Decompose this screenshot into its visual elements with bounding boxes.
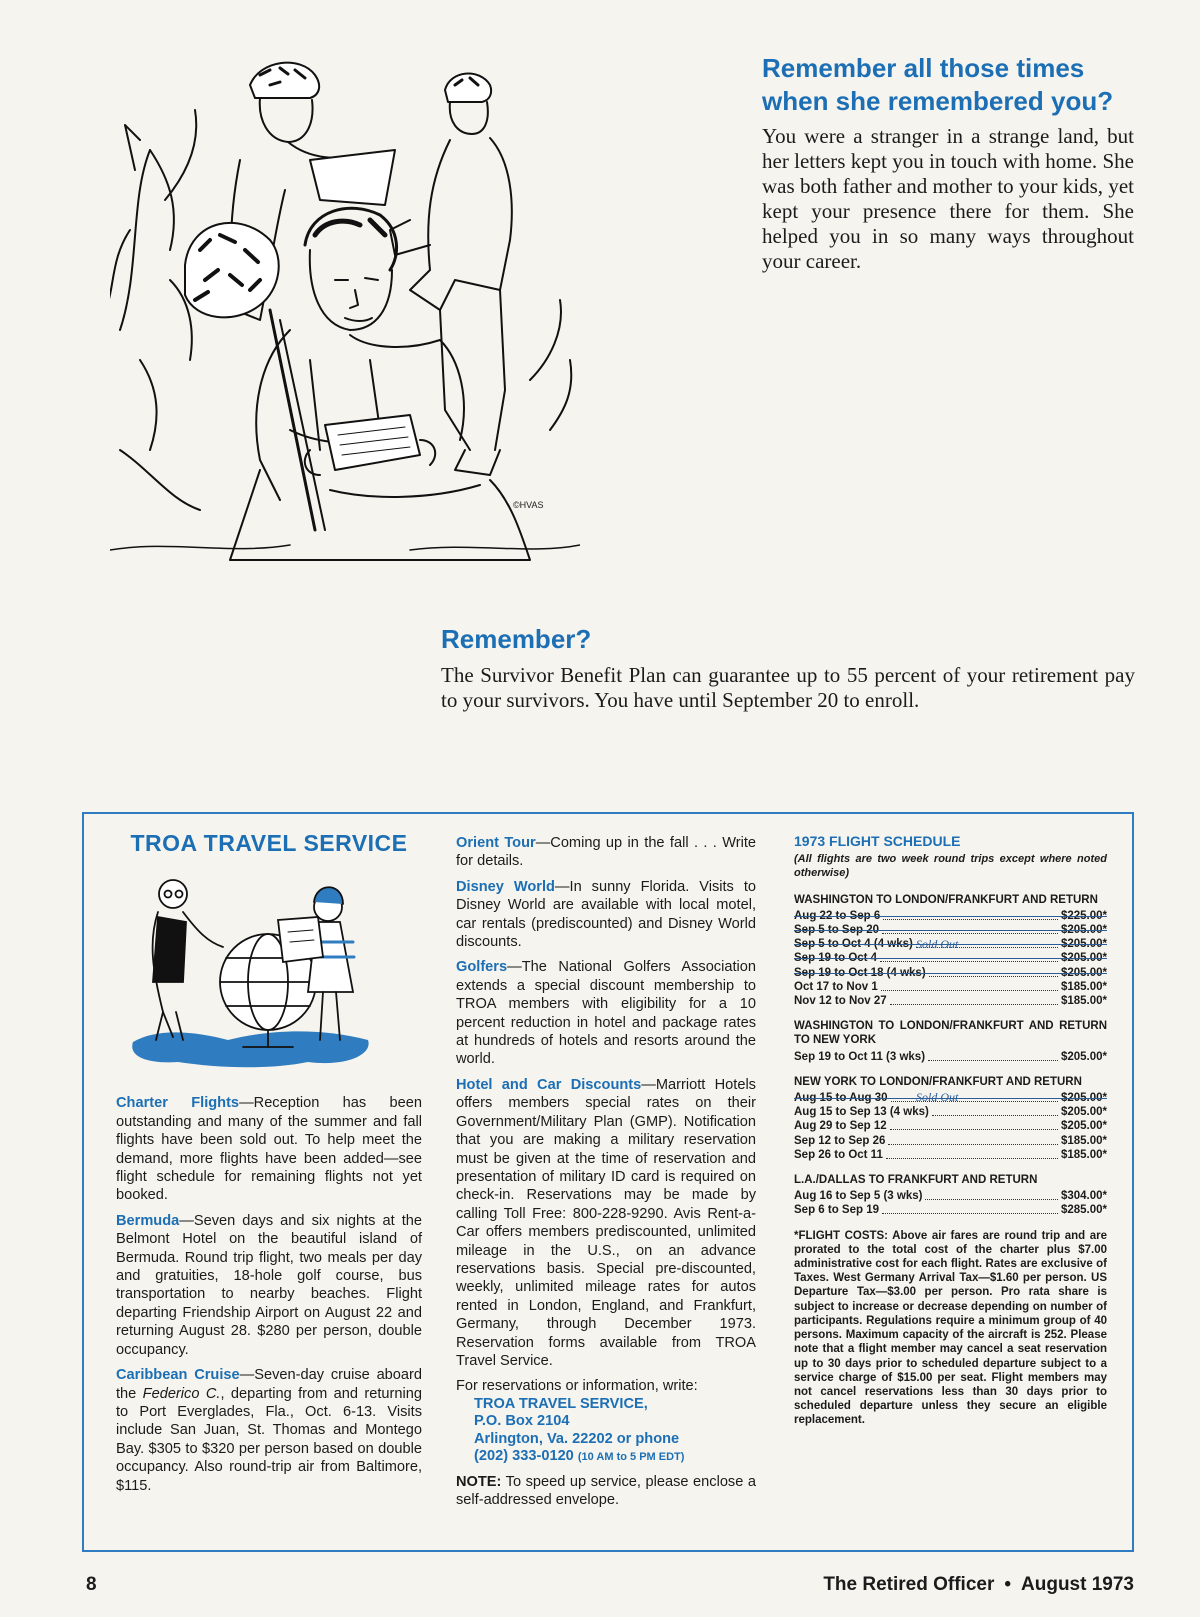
leader-dots <box>888 1134 1058 1145</box>
flight-row <box>794 1134 1107 1148</box>
hotel-paragraph <box>456 1076 756 1371</box>
flight-price: $185.00* <box>1060 1148 1107 1161</box>
mailing-address <box>474 1396 756 1467</box>
orient-text: —Coming up in the fall . . . Write for details. <box>456 835 756 870</box>
golfers-text: —The National Golfers Association extends a special discount membership to TROA members with eligibility for a 10 percent reduction in hotel and package rates at hundreds of hotels and resorts around the world. <box>456 959 756 1068</box>
remember-block <box>441 624 1135 713</box>
page-number: 8 <box>86 1574 97 1595</box>
bermuda-text: —Seven days and six nights at the Belmont Hotel on the beautiful island of Bermuda. Round trip flight, two meals per day and gratuities, 18-hole golf course, bus transportation to nearby beaches. Flight departing Friendship Airport on August 22 and returning August 28. $280 per person, double occupancy. <box>116 1212 422 1358</box>
write-intro: For reservations or information, write: <box>456 1378 698 1395</box>
charter-flights-text: —Reception has been outstanding and many of the summer and fall flights have been sold out. To help meet the demand, more flights have been added—see flight schedule for remaining flights not yet booked. <box>116 1095 422 1204</box>
hotel-lead: Hotel and Car Discounts <box>456 1076 642 1093</box>
flight-dates: Sep 19 to Oct 18 (4 wks) <box>794 966 926 979</box>
leader-dots <box>929 966 1058 977</box>
flight-price: $225.00* <box>1060 909 1107 922</box>
route-name: NEW YORK TO LONDON/FRANKFURT AND RETURN <box>794 1075 1082 1088</box>
schedule-title: 1973 FLIGHT SCHEDULE <box>794 833 961 849</box>
disney-paragraph <box>456 878 756 952</box>
flight-price: $205.00* <box>1060 924 1107 937</box>
leader-dots <box>932 1105 1058 1116</box>
charter-flights-lead: Charter Flights <box>116 1095 240 1112</box>
footer-publication-line <box>823 1574 1134 1596</box>
globe-cartoon-illustration <box>128 862 378 1072</box>
flight-dates: Sep 6 to Sep 19 <box>794 1204 880 1217</box>
flight-dates: Aug 15 to Aug 30 <box>794 1092 888 1105</box>
flight-price: $205.00* <box>1060 1106 1107 1119</box>
route-flights <box>794 909 1107 1008</box>
leader-dots <box>890 994 1058 1005</box>
flight-dates: Oct 17 to Nov 1 <box>794 980 878 993</box>
flight-price: $304.00* <box>1060 1190 1107 1203</box>
travel-service-box <box>82 812 1134 1552</box>
note-lead: NOTE: <box>456 1473 502 1490</box>
flight-row <box>794 1119 1107 1133</box>
headline-block <box>762 52 1134 274</box>
leader-dots <box>890 1119 1058 1130</box>
flight-dates: Sep 19 to Oct 11 (3 wks) <box>794 1050 926 1063</box>
flight-dates: Aug 22 to Sep 6 <box>794 909 881 922</box>
flight-row <box>794 909 1107 923</box>
route-name: WASHINGTON TO LONDON/FRANKFURT AND RETURN <box>794 893 1098 906</box>
leader-dots <box>882 1203 1058 1214</box>
caribbean-lead: Caribbean Cruise <box>116 1367 240 1384</box>
headline-title: Remember all those times when she remembered you? <box>762 53 1114 116</box>
remember-body: The Survivor Benefit Plan can guarantee up to 55 percent of your retirement pay to your survivors. You have until September 20 to enroll. <box>441 663 1135 712</box>
flight-dates: Aug 29 to Sep 12 <box>794 1120 887 1133</box>
note-text: To speed up service, please enclose a self-addressed envelope. <box>456 1473 756 1509</box>
flight-price: $205.00* <box>1060 952 1107 965</box>
route-flights <box>794 1050 1107 1064</box>
leader-dots <box>882 923 1058 934</box>
flight-dates: Nov 12 to Nov 27 <box>794 995 887 1008</box>
note-paragraph <box>456 1473 756 1510</box>
footer-separator: • <box>1004 1574 1012 1595</box>
flight-costs-footnote: *FLIGHT COSTS: Above air fares are round trip and are prorated to the total cost of the charter plus $7.00 administrative cost for each flight. Rates are exclusive of Taxes. West Germany Arrival Tax—$1.60 per person. US Departure Tax—$3.00 per person. Pro rata share is subject to increase or decrease depending on number of participants. Regulations require a minimum group of 40 persons. Maximum capacity of the aircraft is 252. Please note that a flight member may cancel a seat reservation up to 30 days prior to scheduled departure subject to a service charge of $15.00 per seat. Flight members may not cancel reservations less than 30 days prior to scheduled departure unless they secure an eligible replacement. <box>794 1229 1107 1427</box>
remember-title: Remember? <box>441 624 592 654</box>
flight-row <box>794 1105 1107 1119</box>
flight-price: $185.00* <box>1060 980 1107 993</box>
flight-price: $185.00* <box>1060 1134 1107 1147</box>
soldiers-drawing <box>110 30 580 570</box>
schedule-note: (All flights are two week round trips except where noted otherwise) <box>794 853 1107 880</box>
address-line-1: TROA TRAVEL SERVICE, <box>474 1395 648 1412</box>
schedule-routes <box>794 893 1107 1218</box>
address-line-2: P.O. Box 2104 <box>474 1413 570 1430</box>
orient-paragraph <box>456 834 756 871</box>
leader-dots <box>925 1189 1058 1200</box>
leader-dots <box>880 951 1058 962</box>
disney-text: —In sunny Florida. Visits to Disney World are available with local motel, car rentals (prediscounted) and Disney World discounts. <box>456 878 756 951</box>
caribbean-paragraph <box>116 1366 422 1495</box>
flight-schedule <box>794 834 1107 1428</box>
publication-name: The Retired Officer <box>823 1574 995 1595</box>
leader-dots <box>928 1050 1058 1061</box>
flight-dates: Sep 19 to Oct 4 <box>794 952 878 965</box>
route-flights <box>794 1189 1107 1217</box>
flight-price: $205.00* <box>1060 966 1107 979</box>
sold-out-annotation: Sold Out <box>916 936 959 951</box>
flight-row <box>794 994 1107 1008</box>
address-hours: (10 AM to 5 PM EDT) <box>577 1451 685 1464</box>
flight-row <box>794 1148 1107 1162</box>
flight-dates: Sep 5 to Sep 20 <box>794 924 880 937</box>
flight-price: $205.00* <box>1060 1092 1107 1105</box>
leader-dots <box>883 909 1058 920</box>
flight-row <box>794 951 1107 965</box>
leader-dots <box>886 1148 1058 1159</box>
flight-price: $185.00* <box>1060 995 1107 1008</box>
address-phone: (202) 333-0120 <box>474 1448 574 1465</box>
golfers-lead: Golfers <box>456 959 508 976</box>
flight-row <box>794 980 1107 994</box>
headline-body: You were a stranger in a strange land, but her letters kept you in touch with home. She was both father and mother to your kids, yet kept your presence there for them. She helped you in so many ways throughout your career. <box>762 124 1134 273</box>
flight-price: $205.00* <box>1060 1050 1107 1063</box>
route-name: WASHINGTON TO LONDON/FRANKFURT AND RETURN TO NEW YORK <box>794 1020 1107 1047</box>
hotel-text: —Marriott Hotels offers members special rates on their Government/Military Plan (GMP). Notification that you are making a military reservation must be given at the time of reservation and presentation of military ID card is required on check-in. Reservations may be made by calling Toll Free: 800-228-9290. Avis Rent-a-Car offers members prediscounted, unlimited mileage in the U.S., on an advance reservations basis. Special pre-discounted, weekly, unlimited mileage rates for autos rented in London, England, and Frankfurt, Germany, through December 1973. Reservation forms available from TROA Travel Service. <box>456 1076 756 1369</box>
address-phone-line <box>474 1448 756 1467</box>
leader-dots <box>881 980 1058 991</box>
caribbean-text-1: —Seven-day cruise aboard the <box>116 1367 423 1402</box>
caribbean-ship: Federico C. <box>142 1385 221 1402</box>
travel-column-1 <box>116 830 423 1502</box>
issue-date: August 1973 <box>1021 1574 1134 1595</box>
flight-dates: Sep 5 to Oct 4 (4 wks) <box>794 938 913 951</box>
route-flights <box>794 1091 1107 1162</box>
flight-dates: Aug 15 to Sep 13 (4 wks) <box>794 1106 929 1119</box>
travel-title: TROA TRAVEL SERVICE <box>130 830 408 856</box>
flight-price: $205.00* <box>1060 1120 1107 1133</box>
soldiers-illustration <box>110 30 580 570</box>
flight-dates: Aug 16 to Sep 5 (3 wks) <box>794 1190 923 1203</box>
orient-lead: Orient Tour <box>456 835 536 851</box>
flight-price: $205.00* <box>1060 938 1107 951</box>
disney-lead: Disney World <box>456 878 555 895</box>
golfers-paragraph <box>456 958 756 1068</box>
flight-row <box>794 923 1107 937</box>
flight-price: $285.00* <box>1060 1204 1107 1217</box>
flight-row <box>794 1189 1107 1203</box>
charter-flights-paragraph <box>116 1094 422 1204</box>
sold-out-annotation: Sold Out <box>916 1090 959 1105</box>
flight-dates: Sep 12 to Sep 26 <box>794 1134 886 1147</box>
travel-column-2 <box>456 834 756 1517</box>
bermuda-paragraph <box>116 1212 422 1359</box>
route-name: L.A./DALLAS TO FRANKFURT AND RETURN <box>794 1174 1038 1187</box>
bermuda-lead: Bermuda <box>116 1212 180 1229</box>
flight-row <box>794 966 1107 980</box>
illustration-credit: ©HVAS <box>513 500 544 510</box>
caribbean-text-2: , departing from and returning to Port Everglades, Fla., Oct. 6-13. Visits include San Juan, St. Thomas and Montego Bay. $305 to $320 per person based on double occupancy. Also round-trip air from Baltimore, $115. <box>116 1385 423 1494</box>
flight-row <box>794 1203 1107 1217</box>
flight-row <box>794 1050 1107 1064</box>
flight-dates: Sep 26 to Oct 11 <box>794 1148 883 1161</box>
address-line-3: Arlington, Va. 22202 or phone <box>474 1430 680 1447</box>
